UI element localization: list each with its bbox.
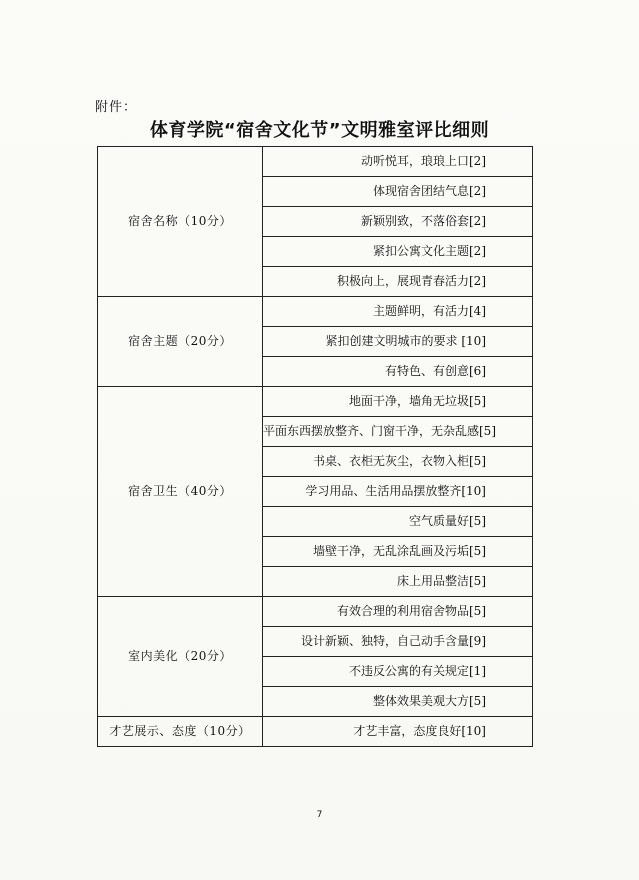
document-title: 体育学院“宿舍文化节”文明雅室评比细则	[149, 120, 490, 141]
criterion-item: 紧扣公寓文化主题[2]	[263, 237, 533, 267]
criterion-item: 主题鲜明，有活力[4]	[263, 297, 533, 327]
category-room-decoration: 室内美化（20分）	[98, 597, 263, 717]
category-talent-attitude: 才艺展示、态度（10分）	[98, 717, 263, 747]
category-dorm-hygiene: 宿舍卫生（40分）	[98, 387, 263, 597]
criterion-item: 紧扣创建文明城市的要求 [10]	[263, 327, 533, 357]
page-number: 7	[316, 810, 323, 820]
criterion-item: 设计新颖、独特，自己动手含量[9]	[263, 627, 533, 657]
criterion-item: 书桌、衣柜无灰尘，衣物入柜[5]	[263, 447, 533, 477]
table-row	[98, 597, 533, 627]
criterion-item: 体现宿舍团结气息[2]	[263, 177, 533, 207]
category-dorm-theme: 宿舍主题（20分）	[98, 297, 263, 387]
criterion-item: 学习用品、生活用品摆放整齐[10]	[263, 477, 533, 507]
attachment-label: 附件：	[95, 100, 138, 115]
criterion-item: 地面干净，墙角无垃圾[5]	[263, 387, 533, 417]
criterion-item: 有特色、有创意[6]	[263, 357, 533, 387]
criterion-item: 动听悦耳，琅琅上口[2]	[263, 147, 533, 177]
table-row	[98, 717, 533, 747]
criterion-item: 不违反公寓的有关规定[1]	[263, 657, 533, 687]
table-row	[98, 387, 533, 417]
criterion-item: 新颖别致，不落俗套[2]	[263, 207, 533, 237]
criteria-table	[97, 146, 533, 747]
criterion-item: 床上用品整洁[5]	[263, 567, 533, 597]
table-row	[98, 297, 533, 327]
criterion-item: 整体效果美观大方[5]	[263, 687, 533, 717]
criterion-item: 空气质量好[5]	[263, 507, 533, 537]
category-dorm-name: 宿舍名称（10分）	[98, 147, 263, 297]
criterion-item: 积极向上，展现青春活力[2]	[263, 267, 533, 297]
criterion-item: 有效合理的利用宿舍物品[5]	[263, 597, 533, 627]
criterion-item: 墙壁干净，无乱涂乱画及污垢[5]	[263, 537, 533, 567]
criterion-item: 平面东西摆放整齐、门窗干净，无杂乱感[5]	[263, 417, 533, 447]
table-row	[98, 147, 533, 177]
criterion-item: 才艺丰富，态度良好[10]	[263, 717, 533, 747]
